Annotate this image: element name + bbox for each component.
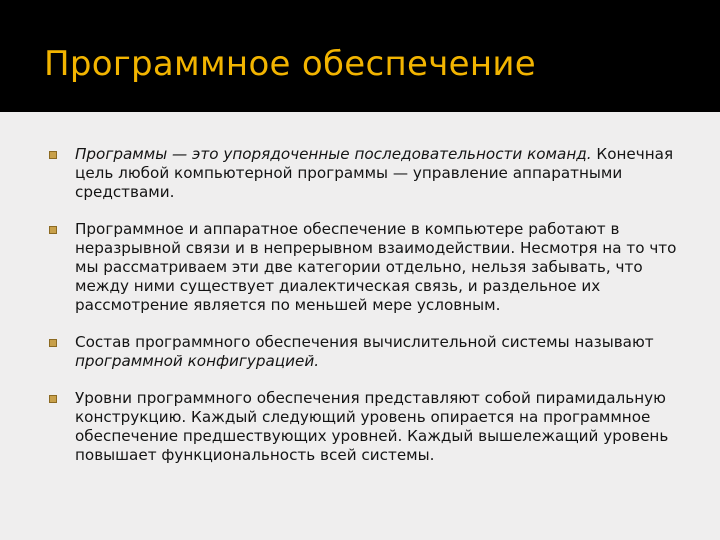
bullet-item-1 xyxy=(46,145,686,202)
bullet-2-text: Программное и аппаратное обеспечение в компьютере работают в неразрывной связи и в непрерывном взаимодействии. Несмотря на то что мы рассматриваем эти две категории отдельно, нельзя забывать, что между ними существует диалектическая связь, и раздельное их рассмотрение является по меньшей мере условным. xyxy=(75,220,677,314)
bullet-item-2 xyxy=(46,220,686,315)
bullet-item-4 xyxy=(46,389,686,465)
square-bullet-icon xyxy=(49,226,57,234)
square-bullet-icon xyxy=(49,395,57,403)
square-bullet-icon xyxy=(49,151,57,159)
bullet-3-text: Состав программного обеспечения вычислительной системы называют xyxy=(75,333,654,351)
bullet-1-text: Конечная цель любой компьютерной программы — управление аппаратными средствами. xyxy=(75,145,674,201)
bullet-list xyxy=(46,145,686,483)
bullet-4-text: Уровни программного обеспечения представляют собой пирамидальную конструкцию. Каждый следующий уровень опирается на программное обеспечение предшествующих уровней. Каждый вышележащий уровень повышает функциональность всей системы. xyxy=(75,389,669,464)
square-bullet-icon xyxy=(49,339,57,347)
title-bar xyxy=(0,0,720,112)
bullet-1-italic: Программы — это упорядоченные последовательности команд. xyxy=(75,145,592,163)
slide-title: Программное обеспечение xyxy=(44,44,536,84)
bullet-item-3 xyxy=(46,333,686,371)
bullet-3-italic: программной конфигурацией. xyxy=(75,352,320,370)
